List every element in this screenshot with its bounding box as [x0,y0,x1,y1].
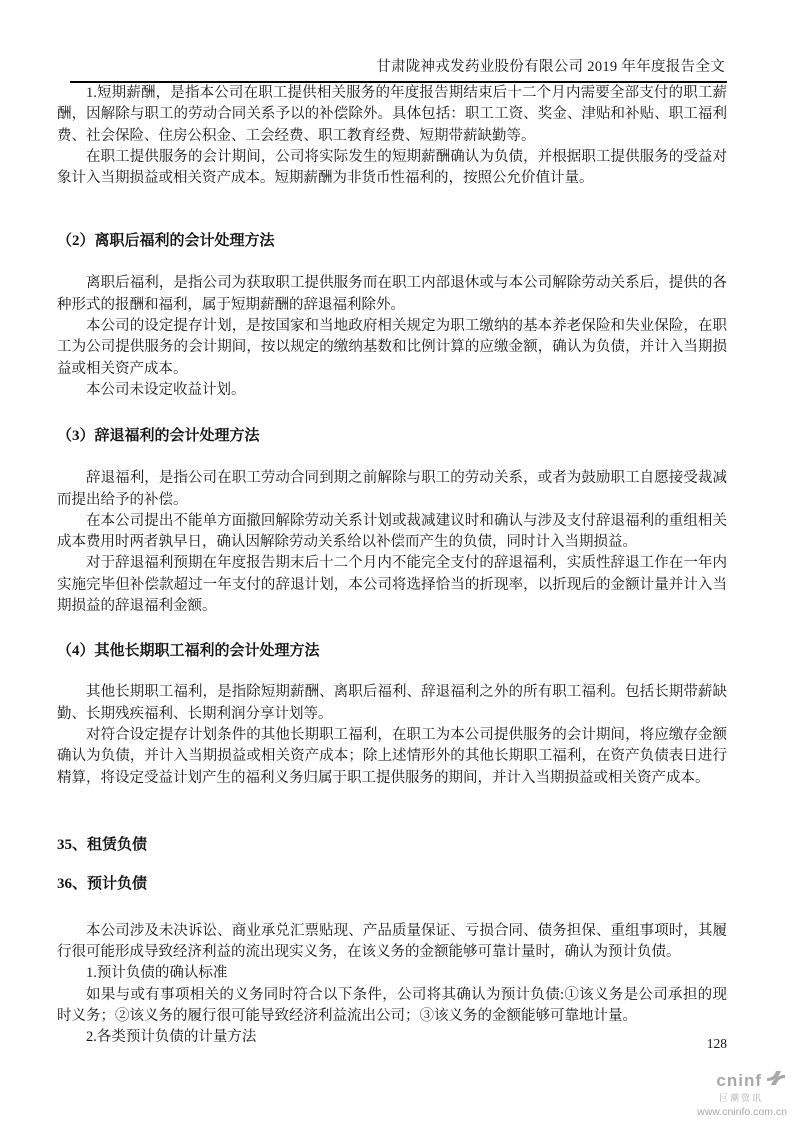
paragraph: 离职后福利，是指公司为获取职工提供服务而在职工内部退休或与本公司解除劳动关系后，提供的各种形式的报酬和福利，属于短期薪酬的辞退福利除外。 [57,275,727,313]
page-content [57,83,727,1049]
paragraph: 对符合设定提存计划条件的其他长期职工福利，在职工为本公司提供服务的会计期间，将应缴存金额确认为负债，并计入当期损益或相关资产成本；除上述情形外的其他长期职工福利，在资产负债表日进行精算，将设定受益计划产生的福利义务归属于职工提供服务的期间，并计入当期损益或相关资产成本。 [57,726,727,786]
page-number: 128 [706,1036,727,1051]
paragraph: 其他长期职工福利，是指除短期薪酬、离职后福利、辞退福利之外的所有职工福利。包括长期带薪缺勤、长期残疾福利、长期利润分享计划等。 [57,684,727,722]
cninfo-brand-row [697,1069,787,1092]
paragraph: 本公司的设定提存计划，是按国家和当地政府相关规定为职工缴纳的基本养老保险和失业保险，在职工为公司提供服务的会计期间，按以规定的缴纳基数和比例计算的应缴金额，确认为负债，并计入当期损益或相关资产成本。 [57,318,727,377]
cninfo-brand-text: cninf [716,1071,762,1090]
cninfo-url: www.cninfo.com.cn [697,1105,787,1118]
section-heading-35: 35、租赁负债 [57,836,148,853]
paragraph: 如果与或有事项相关的义务同时符合以下条件，公司将其确认为预计负债:①该义务是公司承担的现时义务；②该义务的履行很可能导致经济利益流出公司；③该义务的金额能够可靠地计量。 [57,986,727,1025]
paragraph: 1.短期薪酬，是指本公司在职工提供相关服务的年度报告期结束后十二个月内需要全部支付的职工薪酬，因解除与职工的劳动合同关系予以的补偿除外。具体包括：职工工资、奖金、津贴和补贴、职工福利费、社会保险、住房公积金、工会经费、职工教育经费、短期带薪缺勤等。 [57,85,727,144]
paragraph: 在本公司提出不能单方面撤回解除劳动关系计划或裁减建议时和确认与涉及支付辞退福利的重组相关成本费用时两者孰早日，确认因解除劳动关系给以补偿而产生的负债，同时计入当期损益。 [57,512,727,551]
paragraph: 对于辞退福利预期在年度报告期末后十二个月内不能完全支付的辞退福利，实质性辞退工作在一年内实施完毕但补偿款超过一年支付的辞退计划，本公司将选择恰当的折现率，以折现后的金额计量并计入当期损益的辞退福利金额。 [57,555,727,615]
section-heading-2: （2）离职后福利的会计处理方法 [57,233,275,250]
paragraph: 1.预计负债的确认标准 [86,965,228,982]
header-title: 甘肃陇神戎发药业股份有限公司 2019 年年度报告全文 [376,59,725,75]
cninfo-subtitle: 巨潮资讯 [718,1093,763,1103]
section-heading-36: 36、预计负债 [57,875,148,892]
section-heading-4: （4）其他长期职工福利的会计处理方法 [57,643,320,660]
paragraph: 本公司涉及未决诉讼、商业承兑汇票贴现、产品质量保证、亏损合同、债务担保、重组事项时，其履行很可能形成导致经济利益的流出现实义务，在该义务的金额能够可靠计量时，确认为预计负债。 [57,922,727,961]
section-heading-3: （3）辞退福利的会计处理方法 [57,428,260,445]
page-header [70,0,727,83]
cninfo-swoosh-icon [765,1069,787,1092]
paragraph: 本公司未设定收益计划。 [86,381,246,398]
paragraph: 2.各类预计负债的计量方法 [86,1029,257,1046]
cninfo-logo [697,1069,787,1118]
paragraph: 辞退福利，是指公司在职工劳动合同到期之前解除与职工的劳动关系，或者为鼓励职工自愿接受裁减而提出给予的补偿。 [57,470,727,508]
paragraph: 在职工提供服务的会计期间，公司将实际发生的短期薪酬确认为负债，并根据职工提供服务的受益对象计入当期损益或相关资产成本。短期薪酬为非货币性福利的，按照公允价值计量。 [57,148,727,187]
